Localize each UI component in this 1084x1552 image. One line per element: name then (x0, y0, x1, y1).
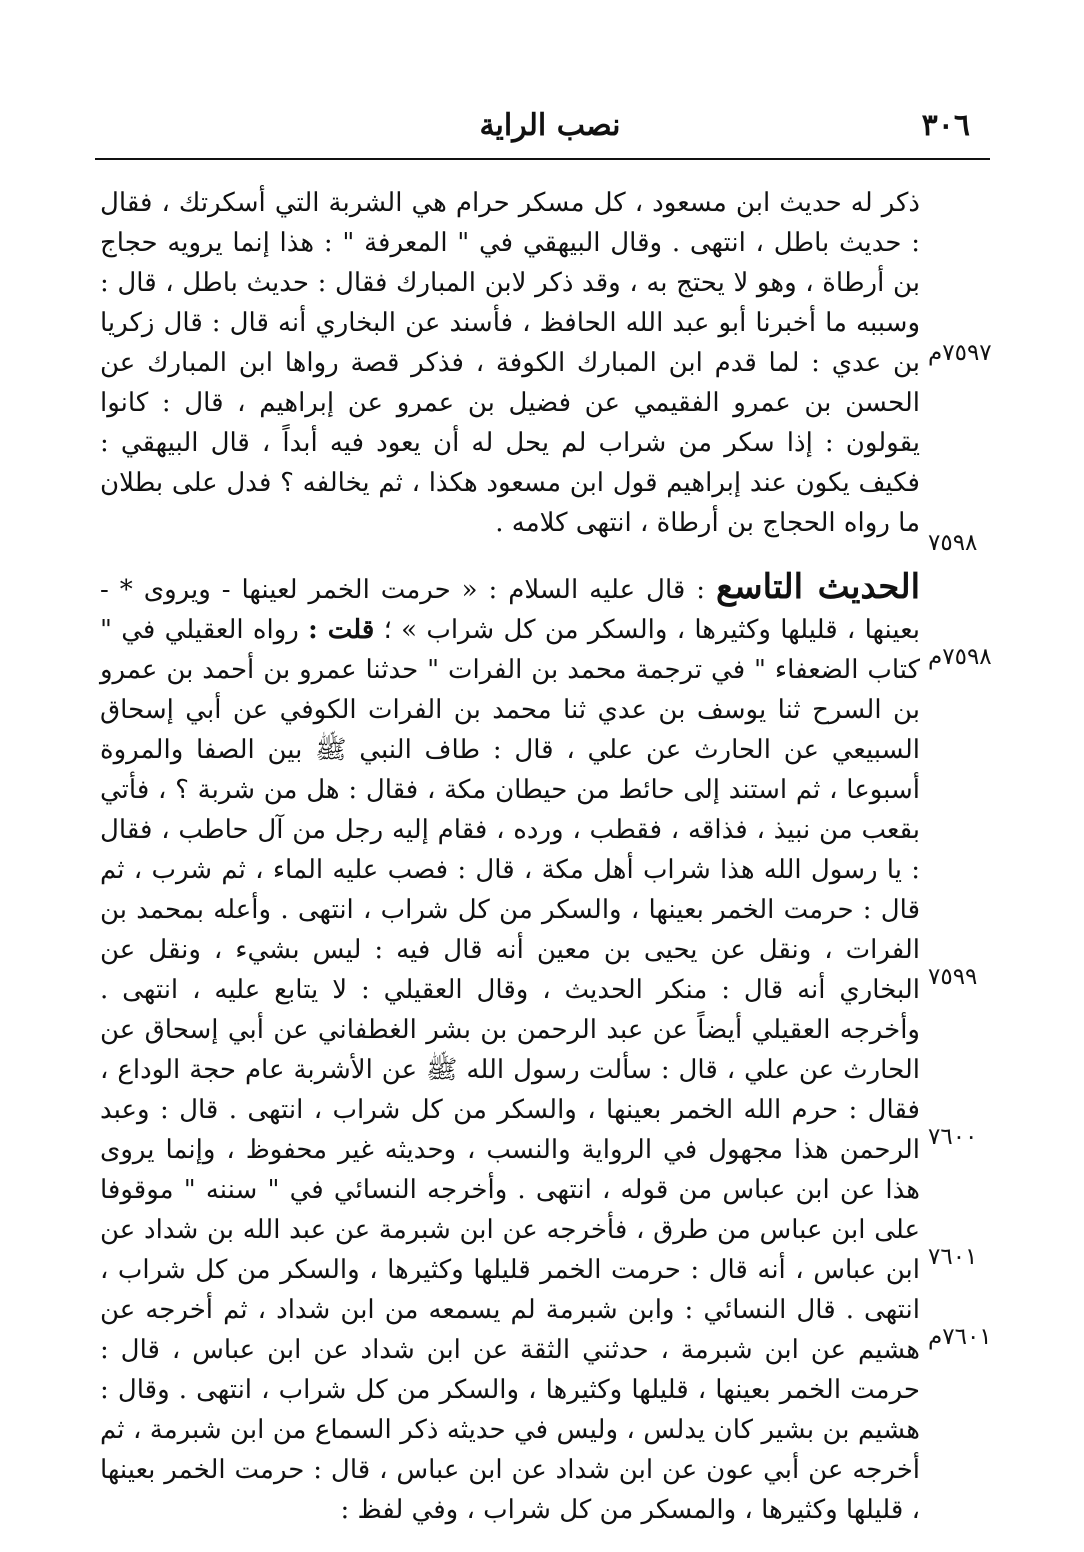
paragraph: ذكر له حديث ابن مسعود ، كل مسكر حرام هي الشربة التي أسكرتك ، فقال : حديث باطل ، انتهى . وقال البيهقي في " المعرفة " : هذا إنما يرويه حجاج بن أرطاة ، وهو لا يحتج به ، وقد ذكر لابن المبارك فقال : حديث باطل ، قال : وسببه ما أخبرنا أبو عبد الله الحافظ ، فأسند عن البخاري أنه قال : قال زكريا بن عدي : لما قدم ابن المبارك الكوفة ، فذكر قصة رواها ابن المبارك عن الحسن بن عمرو الفقيمي عن فضيل بن عمرو عن إبراهيم ، قال : كانوا يقولون : إذا سكر من شراب لم يحل له أن يعود فيه أبداً ، قال البيهقي : فكيف يكون عند إبراهيم قول ابن مسعود هكذا ، ثم يخالفه ؟ فدل على بطلان ما رواه الحجاج بن أرطاة ، انتهى كلامه . (100, 188, 920, 538)
margin-number: ٧٥٩٩ (928, 964, 978, 990)
margin-number: ٧٥٩٧م (928, 340, 992, 366)
header-rule (95, 158, 990, 160)
page-header (95, 100, 990, 148)
margin-number: ٧٦٠١ (928, 1244, 978, 1270)
margin-number: ٧٥٩٨م (928, 644, 992, 670)
margin-number: ٧٥٩٨ (928, 530, 978, 556)
paragraph-gap (100, 543, 920, 567)
hadith-paragraph (100, 567, 920, 1530)
page-number: ٣٠٦ (921, 108, 970, 143)
hadith-text: : قال عليه السلام : « حرمت الخمر لعينها - ويروى * - بعينها ، قليلها وكثيرها ، والسكر من كل شراب » ؛ (100, 575, 920, 645)
hadith-heading: الحديث التاسع (716, 567, 921, 607)
qultu-label: قلت : (308, 615, 375, 645)
margin-number: ٧٦٠٠ (928, 1124, 978, 1150)
commentary-text: رواه العقيلي في " كتاب الضعفاء " في ترجمة محمد بن الفرات " حدثنا عمرو بن أحمد بن عمرو بن السرح ثنا يوسف بن عدي ثنا محمد بن الفرات الكوفي عن أبي إسحاق السبيعي عن الحارث عن علي ، قال : طاف النبي ﷺ بين الصفا والمروة أسبوعا ، ثم استند إلى حائط من حيطان مكة ، فقال : هل من شربة ؟ ، فأتي بقعب من نبيذ ، فذاقه ، فقطب ، ورده ، فقام إليه رجل من آل حاطب ، فقال : يا رسول الله هذا شراب أهل مكة ، قال : فصب عليه الماء ، ثم شرب ، ثم قال : حرمت الخمر بعينها ، والسكر من كل شراب ، انتهى . وأعله بمحمد بن الفرات ، ونقل عن يحيى بن معين أنه قال فيه : ليس بشيء ، ونقل عن البخاري أنه قال : منكر الحديث ، وقال العقيلي : لا يتابع عليه ، انتهى . وأخرجه العقيلي أيضاً عن عبد الرحمن بن بشر الغطفاني عن أبي إسحاق عن الحارث عن علي ، قال : سألت رسول الله ﷺ عن الأشربة عام حجة الوداع ، فقال : حرم الله الخمر بعينها ، والسكر من كل شراب ، انتهى . قال : وعبد الرحمن هذا مجهول في الرواية والنسب ، وحديثه غير محفوظ ، وإنما يروى هذا عن ابن عباس من قوله ، انتهى . وأخرجه النسائي في " سننه " موقوفا على ابن عباس من طرق ، فأخرجه عن ابن شبرمة عن عبد الله بن شداد عن ابن عباس ، أنه قال : حرمت الخمر قليلها وكثيرها ، والسكر من كل شراب ، انتهى . قال النسائي : وابن شبرمة لم يسمعه من ابن شداد ، ثم أخرجه عن هشيم عن ابن شبرمة ، حدثني الثقة عن ابن شداد عن ابن عباس ، قال : حرمت الخمر بعينها ، قليلها وكثيرها ، والسكر من كل شراب ، انتهى . وقال : هشيم بن بشير كان يدلس ، وليس في حديثه ذكر السماع من ابن شبرمة ، ثم أخرجه عن أبي عون عن ابن شداد عن ابن عباس ، قال : حرمت الخمر بعينها ، قليلها وكثيرها ، والمسكر من كل شراب ، وفي لفظ : (100, 615, 920, 1525)
running-title: نصب الراية (479, 108, 621, 143)
margin-number: ٧٦٠١م (928, 1324, 992, 1350)
body-text (100, 183, 920, 1530)
